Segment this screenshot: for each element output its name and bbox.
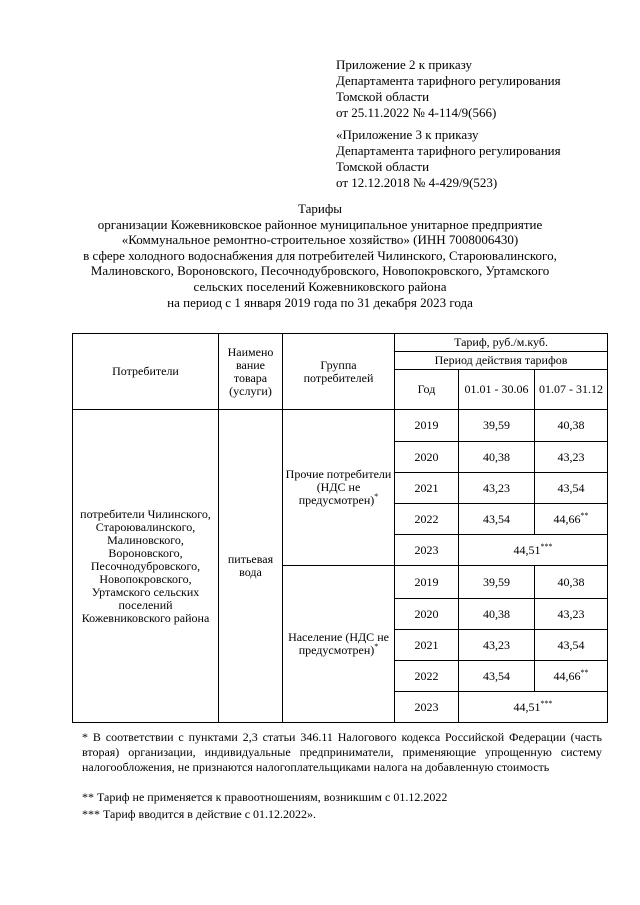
tariff-table <box>72 333 608 723</box>
title-line: организации Кожевниковское районное муниципальное унитарное предприятие <box>97 216 543 232</box>
consumers-cell: потребители Чилинского, Староювалинского, Малиновского, Вороновского, Песочнодубровского, Новопокровского, Уртамского сельских поселений Кожевниковского района <box>73 410 219 723</box>
year-cell: 2019 <box>395 410 459 442</box>
tariff-cell: 40,38 <box>535 410 608 442</box>
year-cell: 2023 <box>395 692 459 723</box>
period-2-header: 01.07 - 31.12 <box>535 370 608 410</box>
title-line: на период с 1 января 2019 года по 31 декабря 2023 года <box>167 294 473 310</box>
year-cell: 2022 <box>395 661 459 692</box>
tariff-cell: 43,54 <box>535 473 608 504</box>
tariff-header: Тариф, руб./м.куб. <box>395 334 608 352</box>
year-cell: 2022 <box>395 504 459 535</box>
title-line: в сфере холодного водоснабжения для потребителей Чилинского, Староювалинского, <box>83 247 557 263</box>
tariff-cell <box>535 504 608 535</box>
tariff-cell: 43,54 <box>459 661 535 692</box>
tariff-cell: 39,59 <box>459 410 535 442</box>
year-cell: 2021 <box>395 473 459 504</box>
col-group-header: Группа потребителей <box>283 334 395 410</box>
group-population-cell <box>283 566 395 723</box>
annex-line: Департамента тарифного регулирования <box>336 143 561 158</box>
tariff-value: 44,51 <box>513 699 541 714</box>
title-line: сельских поселений Кожевниковского района <box>193 278 447 294</box>
annex-3-reference <box>336 127 561 191</box>
group-name: Население (НДС не предусмотрен) <box>288 630 389 657</box>
tariff-cell <box>535 661 608 692</box>
tariff-value: 44,51 <box>513 542 541 557</box>
annex-line: «Приложение 3 к приказу <box>336 127 479 142</box>
footnote-3: *** Тариф вводится в действие с 01.12.2022». <box>82 807 317 821</box>
table-header-row <box>73 334 608 352</box>
tariff-cell: 40,38 <box>459 442 535 473</box>
annex-2-reference <box>336 57 561 121</box>
footnote-mark: *** <box>540 541 553 551</box>
tariff-cell: 43,23 <box>459 630 535 661</box>
group-name: Прочие потребители (НДС не предусмотрен) <box>285 467 392 507</box>
title-line: Тарифы <box>297 201 342 216</box>
document-title <box>60 201 580 310</box>
annex-line: от 25.11.2022 № 4-114/9(566) <box>336 105 497 120</box>
year-cell: 2019 <box>395 566 459 599</box>
col-consumers-header: Потребители <box>73 334 219 410</box>
footnote-mark: * <box>374 492 379 501</box>
tariff-cell: 43,54 <box>535 630 608 661</box>
title-line: «Коммунальное ремонтно-строительное хозяйство» (ИНН 7008006430) <box>121 232 519 248</box>
year-cell: 2023 <box>395 535 459 566</box>
tariff-cell: 43,23 <box>459 473 535 504</box>
year-cell: 2020 <box>395 599 459 630</box>
tariff-cell: 43,23 <box>535 442 608 473</box>
footnote-2: ** Тариф не применяется к правоотношениям, возникшим с 01.12.2022 <box>82 790 448 804</box>
group-other-cell <box>283 410 395 566</box>
tariff-cell: 43,54 <box>459 504 535 535</box>
tariff-value: 44,66 <box>553 668 581 683</box>
tariff-cell: 43,23 <box>535 599 608 630</box>
year-header: Год <box>395 370 459 410</box>
tariff-cell: 39,59 <box>459 566 535 599</box>
footnote-mark: ** <box>580 667 589 677</box>
tariff-merged-cell <box>459 535 608 566</box>
year-cell: 2020 <box>395 442 459 473</box>
annex-line: Департамента тарифного регулирования <box>336 73 561 88</box>
period-1-header: 01.01 - 30.06 <box>459 370 535 410</box>
footnote-1: * В соответствии с пунктами 2,3 статьи 346.11 Налогового кодекса Российской Федерации (часть вторая) организации, индивидуальные предприниматели, применяющие упрощенную систему налогообложения, не признаются налогоплательщиками налога на добавленную стоимость <box>82 730 602 774</box>
product-cell: питьевая вода <box>219 410 283 723</box>
footnote-mark: ** <box>580 510 589 520</box>
annex-line: Томской области <box>336 89 430 104</box>
footnote-mark: *** <box>540 698 553 708</box>
period-header: Период действия тарифов <box>395 352 608 370</box>
tariff-cell: 40,38 <box>535 566 608 599</box>
year-cell: 2021 <box>395 630 459 661</box>
tariff-value: 44,66 <box>553 511 581 526</box>
tariff-merged-cell <box>459 692 608 723</box>
tariff-cell: 40,38 <box>459 599 535 630</box>
footnote-mark: * <box>374 642 379 651</box>
annex-line: Томской области <box>336 159 430 174</box>
col-product-header: Наимено вание товара (услуги) <box>219 334 283 410</box>
title-line: Малиновского, Вороновского, Песочнодубровского, Новопокровского, Уртамского <box>90 263 550 279</box>
annex-line: Приложение 2 к приказу <box>336 57 473 72</box>
annex-line: от 12.12.2018 № 4-429/9(523) <box>336 175 498 190</box>
table-row <box>73 410 608 442</box>
